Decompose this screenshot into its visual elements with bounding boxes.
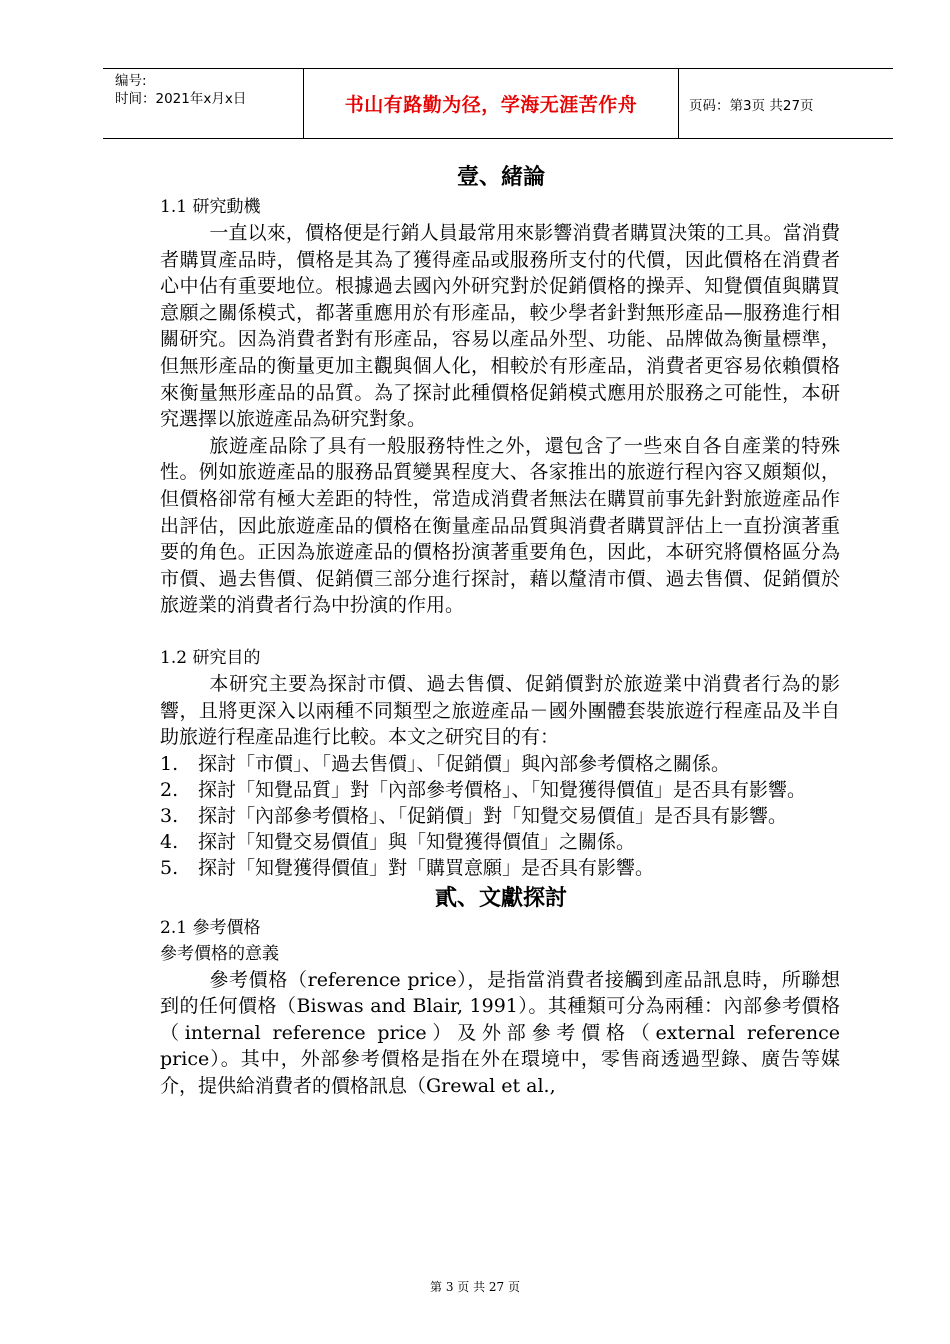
section-title-2: 貳、文獻探討 [434,884,567,911]
list-number: 1. [160,752,179,775]
list-number: 2. [160,778,179,801]
list-text: 探討「知覺交易價值」與「知覺獲得價值」之關係。 [198,830,636,853]
paragraph: 本研究主要為探討市價、過去售價、促銷價對於旅遊業中消費者行為的影響，且將更深入以兩種不同類型之旅遊產品－國外團體套裝旅遊行程產品及半自助旅遊行程產品進行比較。本文之研究目的有： [160,672,840,749]
list-item [160,803,840,829]
header-page-cell [679,69,893,138]
subsection-title-2-1-1: 參考價格的意義 [160,943,279,964]
header-motto: 书山有路勤为径，学海无涯苦作舟 [304,69,679,138]
number-label: 编号: [115,73,147,89]
list-number: 3. [160,804,179,827]
section-title-1: 壹、緒論 [456,164,545,190]
list-item [160,777,840,803]
subsection-title-1-1: 1.1 研究動機 [160,197,261,217]
document-body [160,160,840,1100]
list-item [160,829,840,855]
page-footer: 第 3 页 共 27 页 [430,1280,520,1294]
header-meta-cell [103,69,304,138]
page-label: 页码：第3页 共27页 [689,97,814,114]
paragraph: 參考價格（reference price），是指當消費者接觸到產品訊息時，所聯想到的任何價格（Biswas and Blair, 1991）。其種類可分為兩種：內部參考價格（internal reference price）及外部參考價格（external reference price）。其中，外部參考價格是指在外在環境中，零售商透過型錄、廣告等媒介，提供給消費者的價格訊息（Grewal et al., [160,968,840,1098]
list-text: 探討「知覺品質」對「內部參考價格」、「知覺獲得價值」是否具有影響。 [198,778,807,801]
page-header [103,68,893,139]
list-item [160,855,840,881]
list-text: 探討「市價」、「過去售價」、「促銷價」與內部參考價格之關係。 [198,752,731,775]
time-label: 时间：2021年x月x日 [115,91,247,107]
list-number: 5. [160,856,179,879]
list-item [160,751,840,777]
objectives-list [160,751,840,881]
subsection-title-2-1: 2.1 參考價格 [160,917,261,938]
list-number: 4. [160,830,179,853]
list-text: 探討「內部參考價格」、「促銷價」對「知覺交易價值」是否具有影響。 [198,804,788,827]
paragraph: 一直以來，價格便是行銷人員最常用來影響消費者購買決策的工具。當消費者購買產品時，價格是其為了獲得產品或服務所支付的代價，因此價格在消費者心中佔有重要地位。根據過去國內外研究對於促銷價格的操弄、知覺價值與購買意願之關係模式，都著重應用於有形產品，較少學者針對無形產品—服務進行相關研究。因為消費者對有形產品，容易以產品外型、功能、品牌做為衡量標準，但無形產品的衡量更加主觀與個人化，相較於有形產品，消費者更容易依賴價格來衡量無形產品的品質。為了探討此種價格促銷模式應用於服務之可能性，本研究選擇以旅遊產品為研究對象。 [160,222,840,431]
subsection-title-1-2: 1.2 研究目的 [160,647,261,668]
paragraph: 旅遊產品除了具有一般服務特性之外，還包含了一些來自各自產業的特殊性。例如旅遊產品的服務品質變異程度大、各家推出的旅遊行程內容又頗類似，但價格卻常有極大差距的特性，常造成消費者無法在購買前事先針對旅遊產品作出評估，因此旅遊產品的價格在衡量產品品質與消費者購買評估上一直扮演著重要的角色。正因為旅遊產品的價格扮演著重要角色，因此，本研究將價格區分為市價、過去售價、促銷價三部分進行探討，藉以釐清市價、過去售價、促銷價於旅遊業的消費者行為中扮演的作用。 [160,434,840,617]
list-text: 探討「知覺獲得價值」對「購買意願」是否具有影響。 [198,856,655,879]
